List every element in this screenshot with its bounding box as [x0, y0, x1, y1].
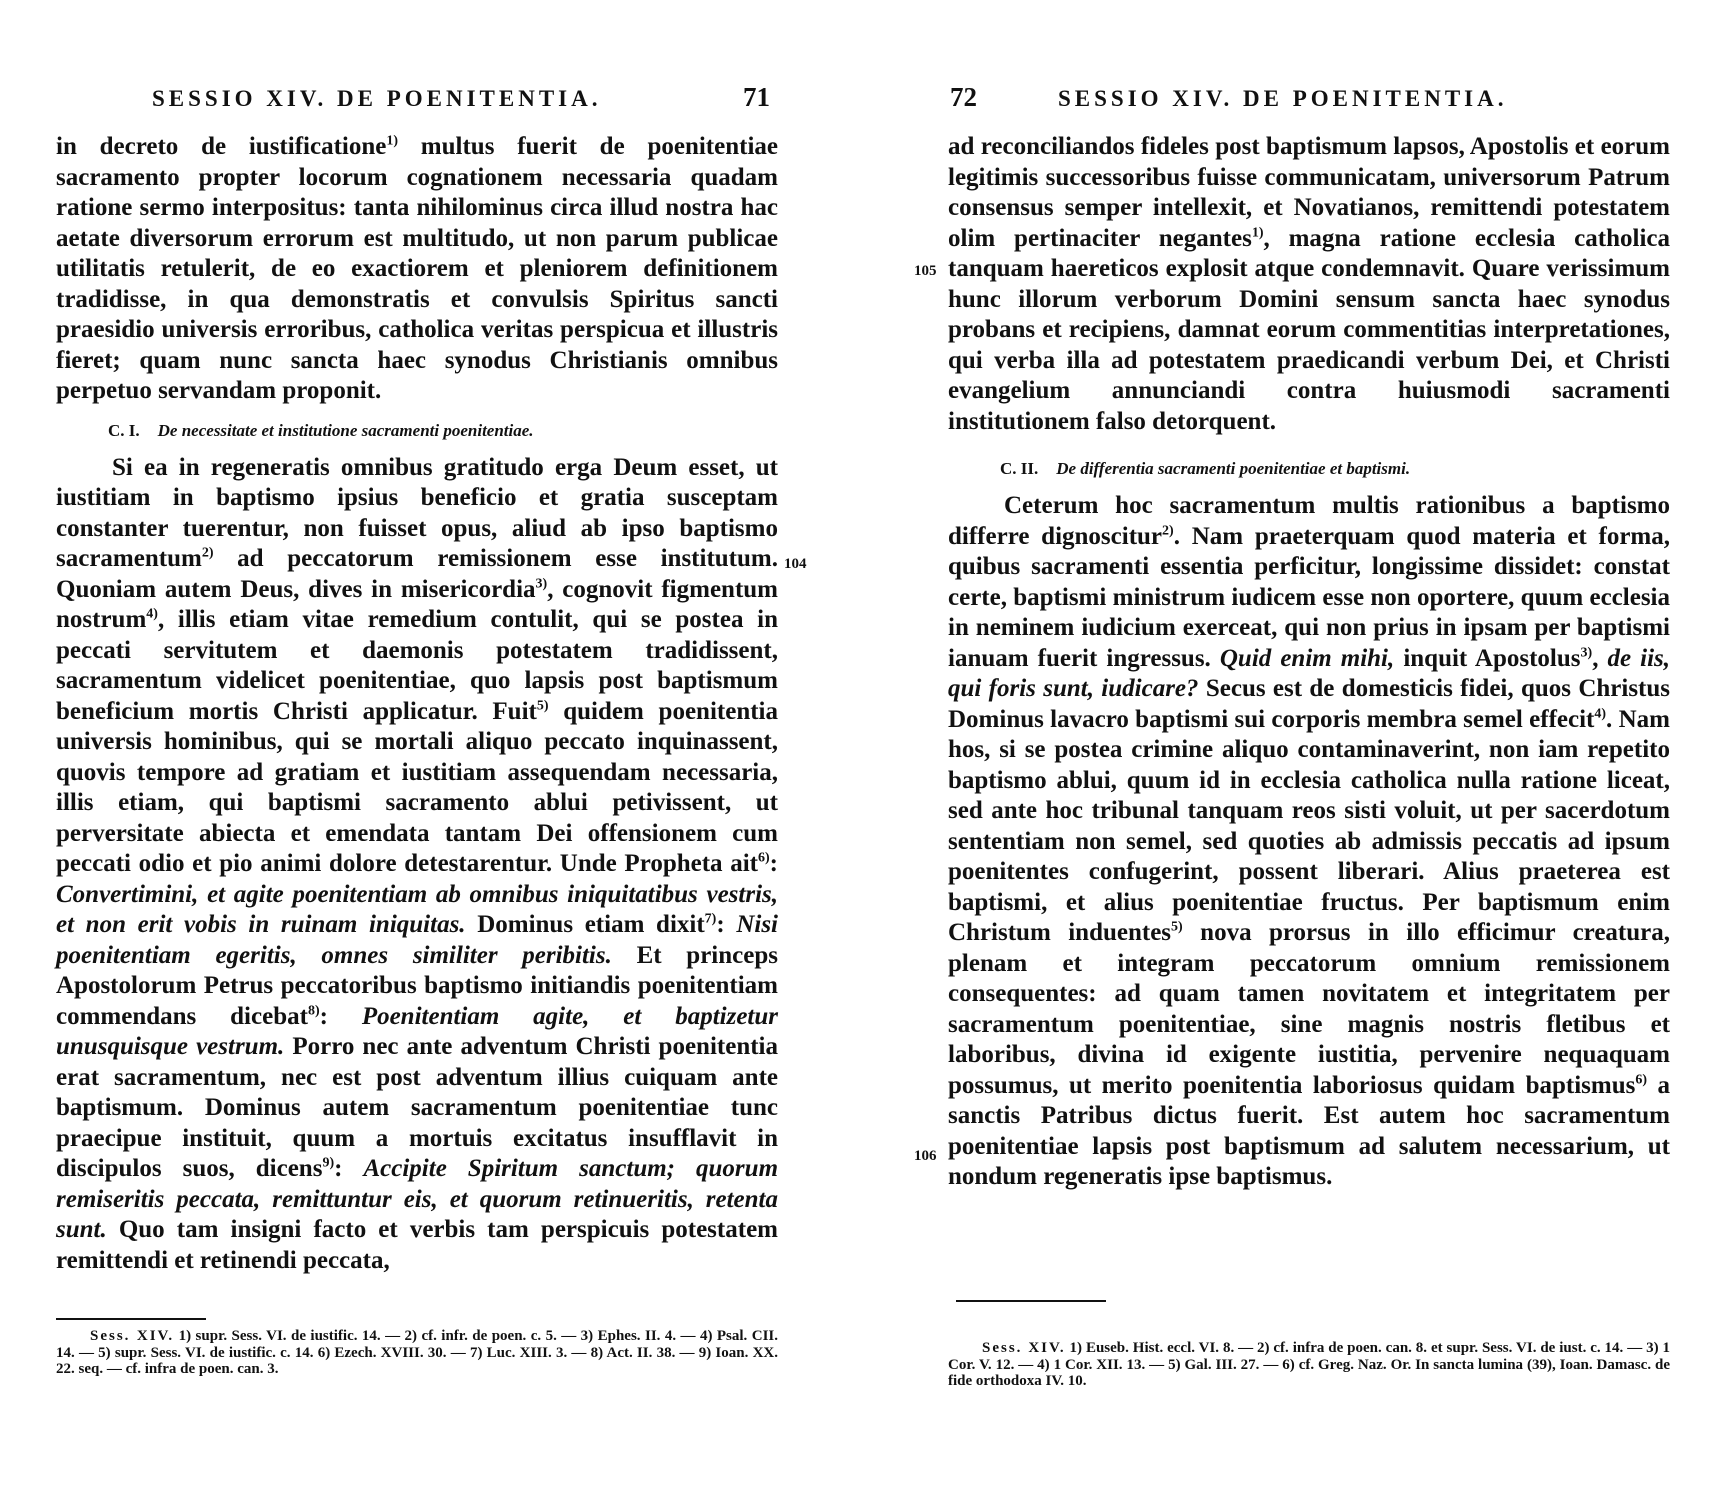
footnote-ref: 6) — [1635, 1072, 1648, 1088]
section-number: C. II. — [1000, 459, 1039, 478]
text-run: Secus est de domesticis fidei, quos Christus Dominus lavacro baptismi sui corporis membra semel effecit — [948, 675, 1671, 733]
footnote-ref: 5) — [1171, 919, 1183, 935]
margin-number: 106 — [914, 1148, 937, 1164]
quotation: Accipite Spiritum sanctum; quorum remiseritis peccata, remittuntur eis, et quorum retinueritis, retenta sunt. — [56, 1155, 779, 1243]
text-run: ad peccatorum remissionem esse institutum. Quoniam autem Deus, dives in misericordia — [56, 545, 778, 603]
text-run: , cognovit figmentum nostrum — [56, 575, 778, 633]
running-head: SESSIO XIV. DE POENITENTIA. — [1058, 86, 1508, 111]
text-run: Dominus etiam dixit — [465, 911, 705, 938]
text-run: . Nam hos, si se postea crimine aliquo contaminaverint, non iam repetito baptismo ablui, quum id in ecclesia catholica nulla ratione liceat, sed ante hoc tribunal tanquam reos sisti voluit, ut per sacerdotum sententiam non semel, sed quoties ab admissis peccatis ad ipsum poenitentes confugerint, possent liberari. Alius praeterea est baptismi, et alius poenitentiae fructus. Per baptismum enim Christum induentes — [948, 705, 1670, 946]
text-run: : — [769, 850, 778, 877]
text-run: ad reconciliandos fideles post baptismum lapsos, Apostolis et eorum legitimis successoribus fuisse communicatam, universorum Patrum consensus semper intellexit, et Novatianos, remittendi potestatem olim pertinaciter negantes — [948, 133, 1670, 252]
footnote-ref: 6) — [758, 850, 770, 866]
text-run: Ceterum hoc sacramentum multis rationibus a baptismo differre dignoscitur — [948, 492, 1670, 550]
footnote-label: Sess. XIV. — [982, 1340, 1066, 1356]
footnote-rule — [56, 1318, 206, 1320]
section-heading — [56, 419, 778, 443]
text-run: in decreto de iustificatione — [56, 133, 387, 160]
text-run: nova prorsus in illo efficimur creatura, plenam et integram peccatorum omnium remissionem consequentes: ad quam tamen novitatem et integritatem per sacramentum poenitentiae, sine magnis nostris fletibus et laboribus, divina id exigente iustitia, pervenire nequaquam possumus, ut merito poenitentia laboriosus quidam baptismus — [948, 919, 1671, 1099]
quotation: Convertimini, et agite poenitentiam ab omnibus iniquitatibus vestris, et non erit vobis in ruinam iniquitas. — [56, 880, 778, 938]
running-head: SESSIO XIV. DE POENITENTIA. — [152, 86, 602, 111]
body-paragraph — [948, 491, 1670, 1193]
text-run: Quo tam insigni facto et verbis tam perspicuis potestatem remittendi et retinendi peccata, — [56, 1216, 778, 1274]
footnote-ref: 4) — [1594, 706, 1607, 722]
footnote-rule — [956, 1300, 1106, 1302]
footnote-ref: 2) — [1162, 523, 1174, 539]
footnotes — [948, 1340, 1670, 1390]
text-run: : — [319, 1002, 362, 1030]
intro-paragraph — [948, 132, 1670, 437]
left-page-text — [56, 132, 778, 1276]
section-number: C. I. — [108, 420, 140, 440]
text-run: multus fuerit de poenitentiae sacramento propter locorum cognationem necessaria quadam ratione sermo interpositus: tanta nihilominus circa illud nostra hac aetate diversorum errorum est multitudo, ut non parum publicae utilitatis retulerit, de eo exactiorem et pleniorem definitionem tradidisse, in qua demonstratis et convulsis Spiritus sancti praesidio universis erroribus, catholica veritas perspicua et illustris fieret; quam nunc sancta haec synodus Christianis omnibus perpetuo servandam proponit. — [56, 133, 778, 404]
section-heading — [948, 457, 1670, 481]
text-run: quidem poenitentia universis hominibus, qui se mortali aliquo peccato inquinassent, quovis tempore ad gratiam et iustitiam assequendam necessaria, illis etiam, qui baptismi sacramento ablui petivissent, ut perversitate abiecta et emendata tantam Dei offensionem cum peccati odio et pio animi dolore detestarentur. Unde Propheta ait — [56, 697, 778, 877]
footnote-ref: 3) — [1580, 645, 1593, 661]
text-run: inquit Apostolus — [1394, 644, 1581, 672]
footnote-ref: 8) — [307, 1003, 320, 1019]
quotation: Nisi poenitentiam egeritis, omnes similiter peribitis. — [56, 911, 779, 969]
section-title: De necessitate et institutione sacramenti poenitentiae. — [157, 420, 534, 440]
footnote-text: 1) supr. Sess. VI. de iustific. 14. — 2) cf. infr. de poen. c. 5. — 3) Ephes. II. 4. — 4) Psal. CII. 14. — 5) supr. Sess. VI. de iustific. c. 14. 6) Ezech. XVIII. 30. — 7) Luc. XIII. 3. — 8) Act. II. 38. — 9) Ioan. XX. 22. seq. — cf. infra de poen. can. 3. — [56, 1328, 778, 1377]
footnote-ref: 1) — [1251, 225, 1264, 241]
text-run: : — [334, 1155, 364, 1182]
text-run: , — [1592, 644, 1608, 672]
text-run: a sanctis Patribus dictus fuerit. Est autem hoc sacramentum poenitentiae lapsis post baptismum ad salutem necessarium, ut nondum regeneratis ipse baptismus. — [948, 1071, 1670, 1190]
intro-paragraph — [56, 132, 778, 407]
text-run: Porro nec ante adventum Christi poenitentia erat sacramentum, nec est post adventum illius cuiquam ante baptismum. Dominus autem sacramentum poenitentiae tunc praecipue instituit, quum a mortuis excitatus insufflavit in discipulos suos, dicens — [56, 1033, 778, 1182]
quotation: Poenitentiam agite, et baptizetur unusquisque vestrum. — [56, 1002, 779, 1060]
footnote-ref: 9) — [322, 1155, 335, 1171]
footnote-ref: 1) — [386, 133, 399, 149]
footnote-ref: 5) — [536, 698, 549, 714]
body-paragraph — [56, 453, 778, 1277]
footnote-text: 1) Euseb. Hist. eccl. VI. 8. — 2) cf. infra de poen. can. 8. et supr. Sess. VI. de iust. c. 14. — 3) 1 Cor. V. 12. — 4) 1 Cor. XII. 13. — 5) Gal. III. 27. — 6) cf. Greg. Naz. Or. In sancta lumina (39), Ioan. Damasc. de fide orthodoxa IV. 10. — [948, 1340, 1670, 1389]
text-run: , illis etiam vitae remedium contulit, qui se postea in peccati servitutem et daemonis potestatem tradidissent, sacramentum videlicet poenitentiae, quo lapsis post baptismum beneficium mortis Christi applicatur. Fuit — [56, 606, 778, 725]
right-page-header — [948, 82, 1670, 118]
page-number: 72 — [950, 82, 977, 112]
left-page-header — [56, 82, 778, 118]
footnotes — [56, 1328, 778, 1378]
text-run: . Nam praeterquam quod materia et forma, quibus sacramenti essentia perficitur, longissime dissidet: constat certe, baptismi ministrum iudicem esse non oportere, quum ecclesia in neminem iudicium exerceat, qui non prius in ipsam per baptismi ianuam fuerit ingressus. — [948, 522, 1670, 672]
footnote-ref: 4) — [146, 606, 158, 622]
text-run: Et princeps Apostolorum Petrus peccatoribus baptismo initiandis poenitentiam commendans dicebat — [56, 941, 778, 1030]
text-run: Si ea in regeneratis omnibus gratitudo erga Deum esset, ut iustitiam in baptismo ipsius beneficio et gratia susceptam constanter tuerentur, non fuisset opus, aliud ab ipso baptismo sacramentum — [56, 453, 778, 572]
quotation: Quid enim mihi, — [1219, 644, 1395, 672]
footnote-ref: 7) — [704, 911, 717, 927]
page-number: 71 — [743, 82, 770, 112]
footnote-label: Sess. XIV. — [90, 1328, 175, 1344]
text-run: : — [716, 911, 737, 938]
footnote-ref: 3) — [535, 576, 548, 592]
margin-number: 104 — [784, 556, 807, 572]
text-run: , magna ratione ecclesia catholica tanquam haereticos explosit atque condemnavit. Quare verissimum hunc illorum verborum Domini sensum sancta haec synodus probans et recipiens, damnat eorum commentitias interpretationes, qui verba illa ad potestatem praedicandi verbum Dei, et Christi evangelium annunciandi contra huiusmodi sacramenti institutionem falso detorquent. — [948, 224, 1670, 435]
margin-number: 105 — [914, 263, 937, 279]
section-title: De differentia sacramenti poenitentiae et baptismi. — [1056, 459, 1411, 478]
quotation: de iis, qui foris sunt, iudicare? — [948, 644, 1671, 702]
footnote-ref: 2) — [201, 545, 214, 561]
right-page-text — [948, 132, 1670, 1193]
